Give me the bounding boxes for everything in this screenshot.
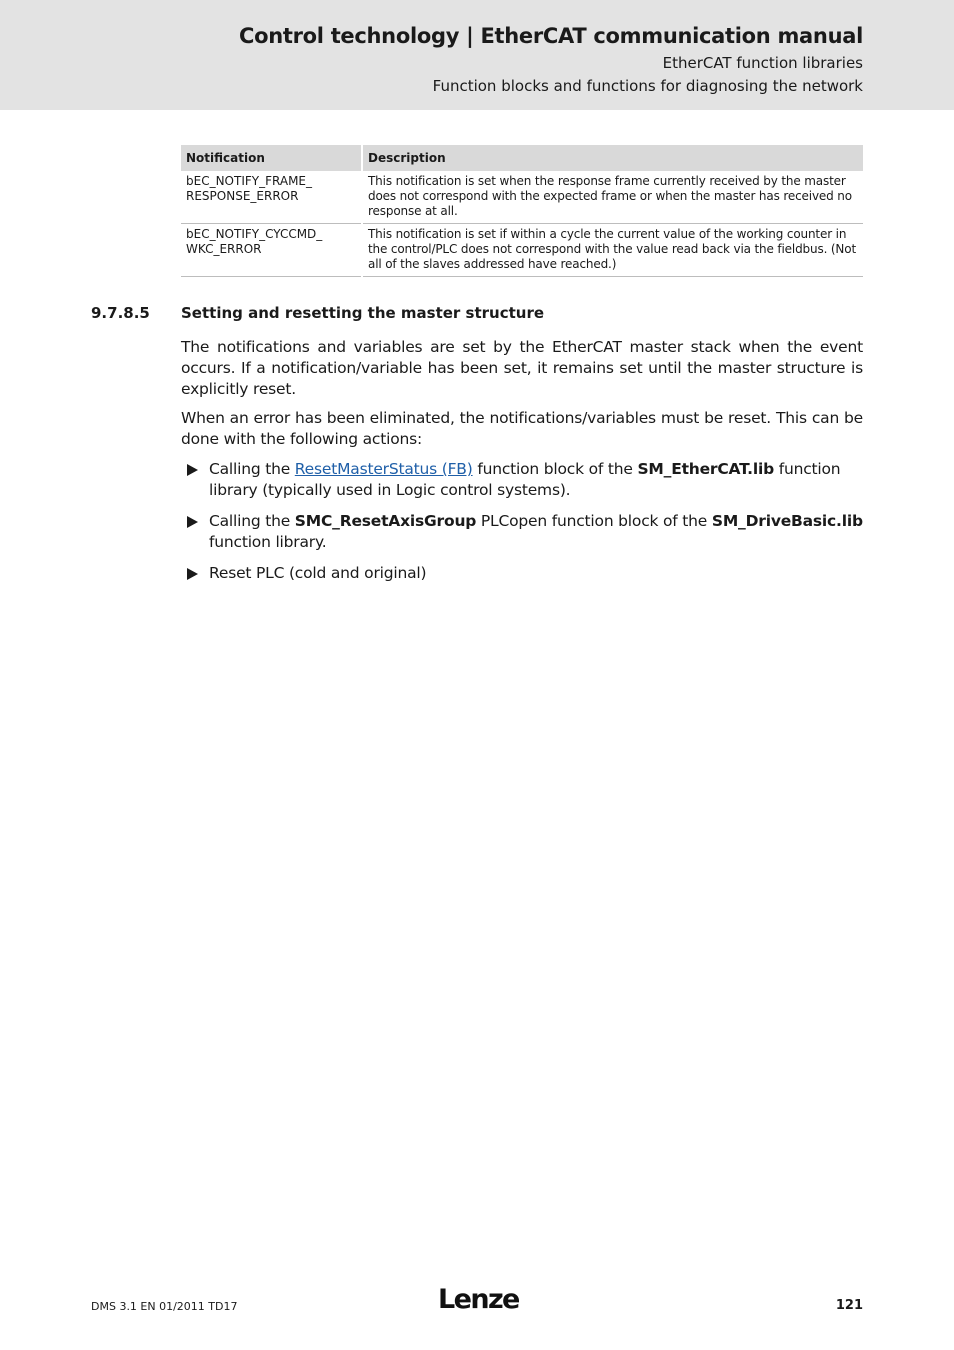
body-paragraph: The notifications and variables are set by the EtherCAT master stack when the event occurs. If a notification/variable has been set, it remains set until the master structure is explicitly reset.: [181, 338, 863, 398]
description-cell: [362, 224, 863, 277]
library-name: SM_DriveBasic.lib: [711, 512, 863, 530]
page-number: 121: [835, 1298, 863, 1313]
description-text: This notification is set when the response frame currently received by the master does not correspond with the expected frame or when the master has received no response at all.: [368, 174, 852, 218]
list-item: [187, 563, 863, 584]
section-title: Setting and resetting the master structure: [181, 304, 545, 322]
document-title: Control technology | EtherCAT communication manual: [238, 24, 863, 48]
page-header: [0, 0, 954, 110]
triangle-bullet-icon: [187, 568, 198, 580]
table-header-row: [181, 145, 863, 171]
description-cell: [362, 171, 863, 224]
action-list: [187, 459, 863, 594]
function-block-name: SMC_ResetAxisGroup: [294, 512, 477, 530]
notification-name-line: bEC_NOTIFY_CYCCMD_: [186, 227, 323, 241]
table-row: [181, 224, 863, 277]
notifications-table: [181, 145, 863, 277]
column-header-description: Description: [362, 145, 863, 171]
reset-master-status-link[interactable]: ResetMasterStatus (FB): [294, 460, 473, 478]
notification-cell: [181, 224, 362, 277]
list-item: [187, 459, 863, 501]
list-item-text: PLCopen function block of the: [476, 512, 712, 530]
list-item-text: function block of the: [472, 460, 638, 478]
chapter-title: EtherCAT function libraries: [662, 54, 863, 72]
document-id: DMS 3.1 EN 01/2011 TD17: [91, 1300, 238, 1313]
library-name: SM_EtherCAT.lib: [637, 460, 774, 478]
notification-name-line: bEC_NOTIFY_FRAME_: [186, 174, 312, 188]
list-item-text: Calling the: [209, 460, 295, 478]
column-header-notification: Notification: [181, 145, 362, 171]
triangle-bullet-icon: [187, 464, 198, 476]
description-text: This notification is set if within a cycle the current value of the working counter in the control/PLC does not correspond with the value read back via the fieldbus. (Not all of the slaves addressed have reached.): [368, 227, 857, 271]
notification-cell: [181, 171, 362, 224]
list-item-text: Calling the: [209, 512, 295, 530]
body-paragraph: When an error has been eliminated, the notifications/variables must be reset. This can be done with the following actions:: [181, 409, 863, 448]
triangle-bullet-icon: [187, 516, 198, 528]
list-item: [187, 511, 863, 553]
list-item-text: function library.: [209, 533, 327, 551]
list-item-text: function library (typically used in Logic control systems).: [209, 460, 841, 499]
lenze-logo: Lenze: [438, 1284, 519, 1315]
list-item-text: Reset PLC (cold and original): [209, 564, 427, 582]
notification-name-line: RESPONSE_ERROR: [186, 189, 299, 203]
notification-name-line: WKC_ERROR: [186, 242, 262, 256]
section-heading: Function blocks and functions for diagnosing the network: [432, 77, 863, 95]
section-number: 9.7.8.5: [91, 304, 150, 322]
table-row: [181, 171, 863, 224]
